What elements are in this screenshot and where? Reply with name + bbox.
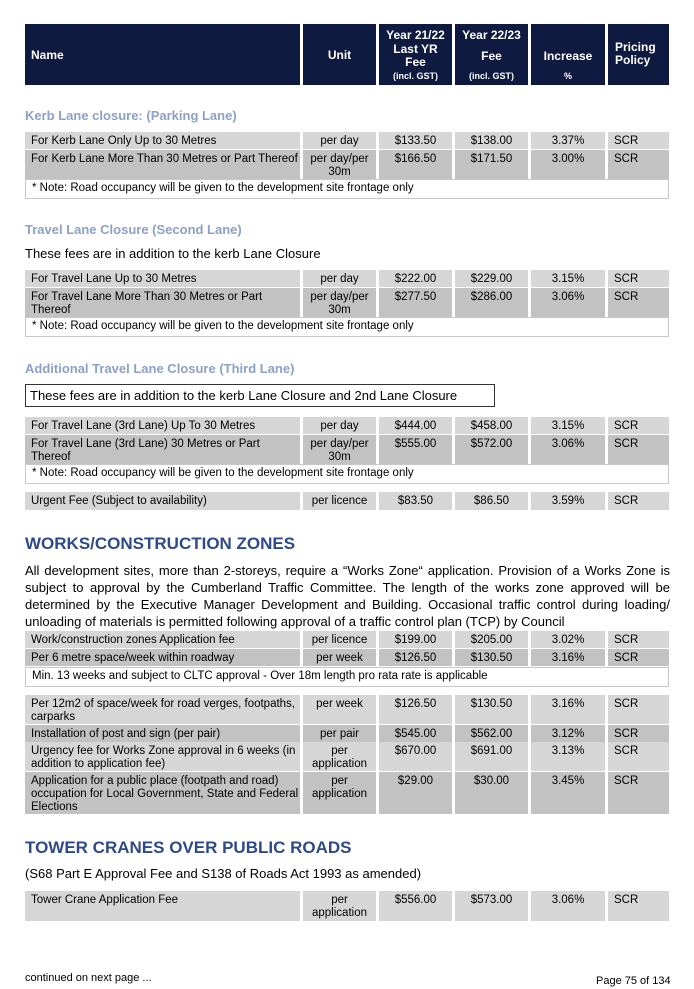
works-paragraph-line: unloading of materials is permitted following approval of a traffic control plan (TCP) by Council [25,614,565,629]
fee-pricing-policy: SCR [608,649,669,666]
fee-current: $572.00 [455,435,528,464]
fee-increase: 3.12% [531,725,605,742]
fee-current: $691.00 [455,742,528,771]
section-title-third: Additional Travel Lane Closure (Third Lane) [25,361,295,376]
fee-name: Application for a public place (footpath and road) occupation for Local Government, State and Federal Elections [25,772,300,814]
fee-last-year: $444.00 [379,417,452,434]
fee-name: Urgency fee for Works Zone approval in 6 weeks (in addition to application fee) [25,742,300,771]
fee-last-year: $29.00 [379,772,452,814]
fee-name: Tower Crane Application Fee [25,891,300,921]
works-paragraph-line: All development sites, more than 2-storeys, require a “Works Zone“ application. Provision of a Works Zone is [25,563,670,578]
fee-unit: per day [303,132,376,149]
fee-increase: 3.06% [531,288,605,317]
fee-increase: 3.15% [531,270,605,287]
footer-continued: continued on next page ... [25,972,152,984]
third-note: * Note: Road occupancy will be given to the development site frontage only [25,464,669,484]
fee-last-year: $545.00 [379,725,452,742]
fee-name: Work/construction zones Application fee [25,631,300,648]
third-intro-box: These fees are in addition to the kerb Lane Closure and 2nd Lane Closure [25,384,495,407]
header-last-year-line2: Last YR Fee [393,42,438,69]
fee-current: $205.00 [455,631,528,648]
fee-name: For Kerb Lane Only Up to 30 Metres [25,132,300,149]
header-fee-line3: (incl. GST) [469,71,514,81]
header-increase-line1: Increase [543,49,593,63]
fee-increase: 3.59% [531,492,605,510]
fee-pricing-policy: SCR [608,492,669,510]
fee-current: $130.50 [455,695,528,724]
fee-pricing-policy: SCR [608,772,669,814]
fee-name: For Travel Lane (3rd Lane) 30 Metres or Part Thereof [25,435,300,464]
fee-name: For Travel Lane More Than 30 Metres or Part Thereof [25,288,300,317]
fee-current: $286.00 [455,288,528,317]
fee-increase: 3.37% [531,132,605,149]
travel-intro: These fees are in addition to the kerb Lane Closure [25,246,321,261]
fee-unit: per week [303,695,376,724]
works-note: Min. 13 weeks and subject to CLTC approval - Over 18m length pro rata rate is applicable [25,667,669,687]
fee-name: Per 6 metre space/week within roadway [25,649,300,666]
works-heading: WORKS/CONSTRUCTION ZONES [25,534,296,553]
fee-last-year: $199.00 [379,631,452,648]
fee-last-year: $222.00 [379,270,452,287]
fee-last-year: $166.50 [379,150,452,179]
fee-increase: 3.15% [531,417,605,434]
fee-pricing-policy: SCR [608,435,669,464]
fee-increase: 3.06% [531,891,605,921]
fee-last-year: $126.50 [379,649,452,666]
fee-current: $458.00 [455,417,528,434]
section-title-travel: Travel Lane Closure (Second Lane) [25,222,242,237]
cranes-intro: (S68 Part E Approval Fee and S138 of Roads Act 1993 as amended) [25,866,422,881]
fee-current: $229.00 [455,270,528,287]
fee-increase: 3.16% [531,695,605,724]
fee-increase: 3.16% [531,649,605,666]
fee-pricing-policy: SCR [608,742,669,771]
works-paragraph [25,562,670,630]
fee-unit: per day/per 30m [303,435,376,464]
header-name [25,24,300,85]
fee-increase: 3.00% [531,150,605,179]
fee-last-year: $555.00 [379,435,452,464]
kerb-note: * Note: Road occupancy will be given to the development site frontage only [25,179,669,199]
works-paragraph-line: determined by the Executive Manager Development and Building. Occasional traffic control during loading/ [25,597,670,612]
fee-unit: per licence [303,492,376,510]
fee-current: $171.50 [455,150,528,179]
fee-last-year: $83.50 [379,492,452,510]
fee-unit: per application [303,772,376,814]
fee-last-year: $126.50 [379,695,452,724]
fee-unit: per licence [303,631,376,648]
fee-increase: 3.02% [531,631,605,648]
fee-name: Installation of post and sign (per pair) [25,725,300,742]
fee-pricing-policy: SCR [608,288,669,317]
fee-last-year: $556.00 [379,891,452,921]
header-name-label: Name [31,48,64,62]
fee-pricing-policy: SCR [608,270,669,287]
fee-name: Urgent Fee (Subject to availability) [25,492,300,510]
fee-current: $30.00 [455,772,528,814]
header-unit [303,24,376,85]
header-last-year-line3: (incl. GST) [393,71,438,81]
fee-unit: per pair [303,725,376,742]
fee-unit: per application [303,742,376,771]
fee-increase: 3.45% [531,772,605,814]
fee-unit: per week [303,649,376,666]
fee-pricing-policy: SCR [608,631,669,648]
fee-name: Per 12m2 of space/week for road verges, footpaths, carparks [25,695,300,724]
fee-unit: per day/per 30m [303,150,376,179]
fee-name: For Kerb Lane More Than 30 Metres or Part Thereof [25,150,300,179]
header-fee-line2: Fee [481,49,502,63]
fee-current: $130.50 [455,649,528,666]
fee-last-year: $277.50 [379,288,452,317]
header-policy [608,24,669,85]
fee-name: For Travel Lane Up to 30 Metres [25,270,300,287]
fee-pricing-policy: SCR [608,695,669,724]
fee-unit: per day [303,270,376,287]
fee-last-year: $133.50 [379,132,452,149]
fee-current: $562.00 [455,725,528,742]
fee-current: $573.00 [455,891,528,921]
header-last-year [379,24,452,85]
fee-increase: 3.13% [531,742,605,771]
header-fee [455,24,528,85]
travel-note: * Note: Road occupancy will be given to the development site frontage only [25,317,669,337]
cranes-heading: TOWER CRANES OVER PUBLIC ROADS [25,838,352,857]
footer-page-number: Page 75 of 134 [596,975,671,987]
fee-pricing-policy: SCR [608,150,669,179]
fee-increase: 3.06% [531,435,605,464]
fee-current: $138.00 [455,132,528,149]
fee-current: $86.50 [455,492,528,510]
header-last-year-line1: Year 21/22 [386,28,445,42]
header-increase [531,24,605,85]
fee-pricing-policy: SCR [608,132,669,149]
header-policy-label: Pricing Policy [615,40,656,67]
works-paragraph-line: subject to approval by the Cumberland Traffic Committee. The length of the works zone approved will be [25,580,670,595]
header-unit-label: Unit [327,48,352,62]
fee-pricing-policy: SCR [608,891,669,921]
header-increase-line2: % [563,71,572,81]
fee-unit: per application [303,891,376,921]
header-fee-line1: Year 22/23 [462,28,521,42]
fee-last-year: $670.00 [379,742,452,771]
fee-name: For Travel Lane (3rd Lane) Up To 30 Metres [25,417,300,434]
section-title-kerb: Kerb Lane closure: (Parking Lane) [25,108,237,123]
fee-unit: per day [303,417,376,434]
fee-pricing-policy: SCR [608,725,669,742]
fee-unit: per day/per 30m [303,288,376,317]
fee-pricing-policy: SCR [608,417,669,434]
